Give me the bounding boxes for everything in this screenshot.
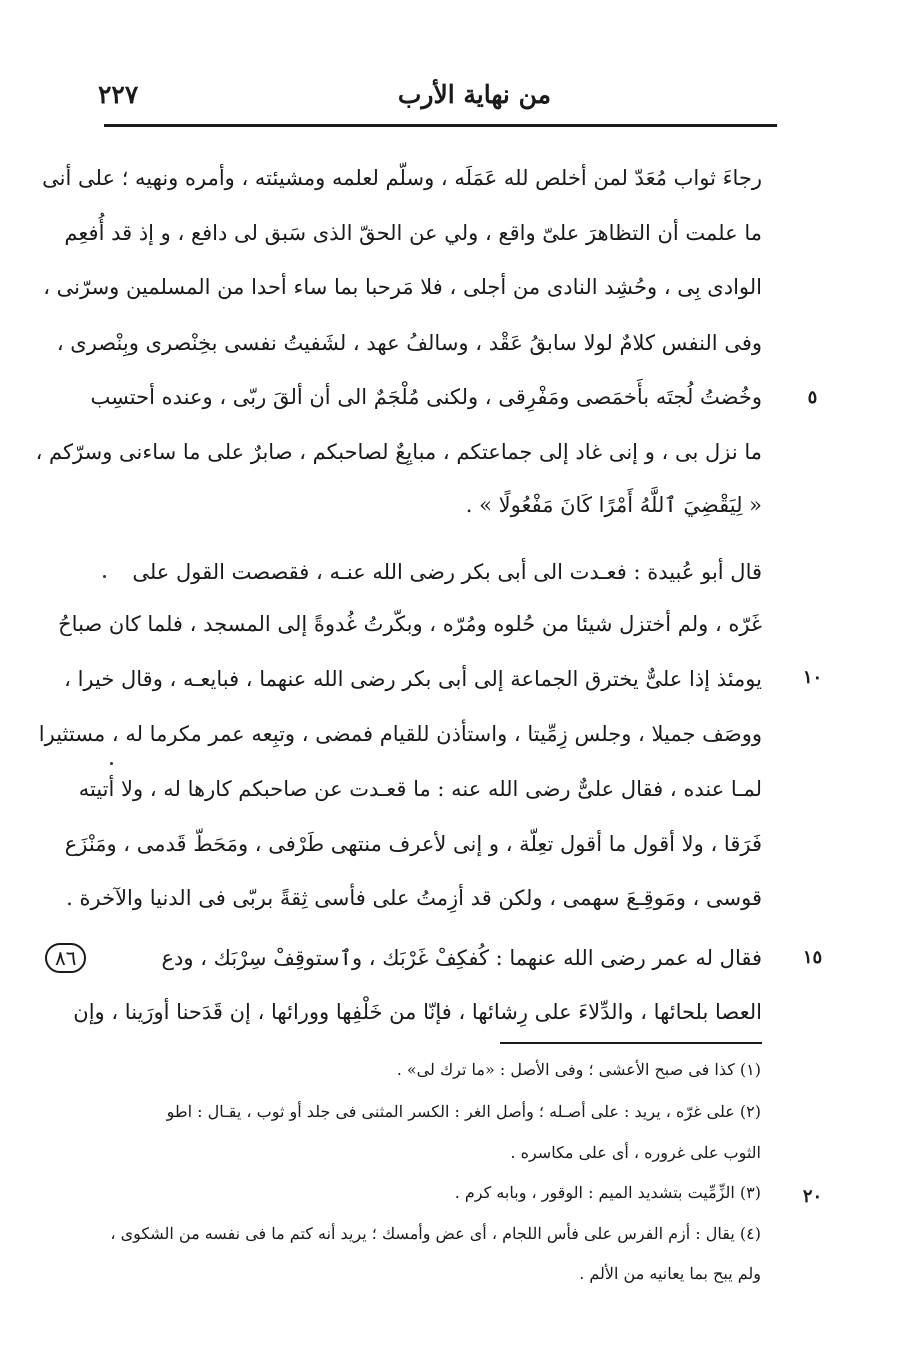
scan-speck: [103, 575, 106, 578]
line-number: ٢٠: [802, 1186, 823, 1207]
footnote-rule: [500, 1042, 762, 1044]
text-line: وخُضتُ لُجتَه بأَخمَصى ومَفْرِقى ، ولكنى مُلْجَمٌ الى أن ألقَ ربّى ، وعنده أحتسِب: [90, 385, 762, 409]
running-title: من نهاية الأرب: [397, 80, 551, 109]
text-line: قوسى ، ومَوقِـعَ سهمى ، ولكن قد أزِمتُ على فأسى ثِقةً بربّى فى الدنيا والآخرة .: [66, 886, 762, 910]
text-line: قال أبو عُبيدة : فعـدت الى أبى بكر رضى الله عنـه ، فقصصت القول على: [132, 560, 762, 584]
footnote: (٤) يقال : أزم الفرس على فأس اللجام ، أى عض وأمسك ؛ يريد أنه كتم ما فى نفسه من الشكوى ،: [110, 1224, 761, 1243]
text-line: ما نزل بى ، و إنى غاد إلى جماعتكم ، مبايِعٌ لصاحبكم ، صابرٌ على ما ساءنى وسرّكم ،: [35, 440, 762, 464]
original-page-marker: ٨٦: [45, 943, 86, 973]
text-line: ما علمت أن التظاهرَ علىّ واقع ، ولي عن الحقّ الذى سَبق لى دافع ، و إذ قد أُفعِم: [64, 221, 762, 245]
scan-speck: [110, 762, 113, 765]
text-line: الوادى بِى ، وحُشِد النادى من أجلى ، فلا مَرحبا بما ساء أحدا من المسلمين وسرّنى ،: [43, 275, 762, 299]
footnote-continuation: ولم يبح بما يعانيه من الألم .: [579, 1264, 761, 1283]
text-line: فقال له عمر رضى الله عنهما : كُفكِفْ غَرْبَك ، وٱستوقِفْ سِرْبَك ، ودع: [161, 946, 762, 970]
footnote: (٣) الزِّمِّيت بتشديد الميم : الوقور ، وبابه كرم .: [454, 1183, 761, 1202]
footnote: (٢) على غرّه ، يريد : على أصـله ؛ وأصل الغر : الكسر المثنى فى جلد أو ثوب ، يقـال : اطو: [166, 1102, 761, 1121]
line-number: ١٥: [802, 947, 823, 968]
footnote-continuation: الثوب على غروره ، أى على مكاسره .: [510, 1143, 761, 1162]
text-line: فَرَقا ، ولا أقول ما أقول تعِلّة ، و إنى لأعرف منتهى طَرْفى ، ومَحَطّ قَدمى ، ومَنْزَع: [64, 832, 762, 856]
line-number: ٥: [807, 387, 818, 408]
footnote: (١) كذا فى صبح الأعشى ؛ وفى الأصل : «ما ترك لى» .: [396, 1060, 761, 1079]
text-line: ووصَف جميلا ، وجلس زِمِّيتا ، واستأذن للقيام فمضى ، وتبِعه عمر مكرما له ، مستثيرا: [38, 722, 762, 746]
text-line: العصا بلحائها ، والدِّلاءَ على رِشائها ، فإنّا من خَلْفِها وورائها ، إن قَدَحنا أورَينا ، وإن: [73, 1000, 762, 1024]
text-line: غَرّه ، ولم أختزل شيئا من حُلوه ومُرّه ، وبكّرتُ غُدوةً إلى المسجد ، فلما كان صباحُ: [58, 612, 762, 636]
text-line: لمـا عنده ، فقال علىٌّ رضى الله عنه : ما قعـدت عن صاحبكم كارها له ، ولا أتيته: [78, 777, 762, 801]
text-line: يومئذ إذا علىٌّ يخترق الجماعة إلى أبى بكر رضى الله عنهما ، فبايعـه ، وقال خيرا ،: [64, 667, 762, 691]
text-line: وفى النفس كلامٌ لولا سابقُ عَقْد ، وسالفُ عهد ، لشَفيتُ نفسى بخِنْصرى وبِنْصرى ،: [56, 331, 762, 355]
text-line: رجاءَ ثواب مُعَدّ لمن أخلص لله عَمَلَه ، وسلّم لعلمه ومشيئته ، وأمره ونهيه ؛ على أنى: [42, 166, 762, 190]
header-rule: [104, 124, 777, 127]
line-number: ١٠: [802, 667, 823, 688]
page-number: ٢٢٧: [98, 80, 139, 109]
text-line: « لِيَقْضِيَ ٱللَّهُ أَمْرًا كَانَ مَفْعُولًا » .: [465, 493, 762, 517]
running-header: [96, 76, 771, 126]
